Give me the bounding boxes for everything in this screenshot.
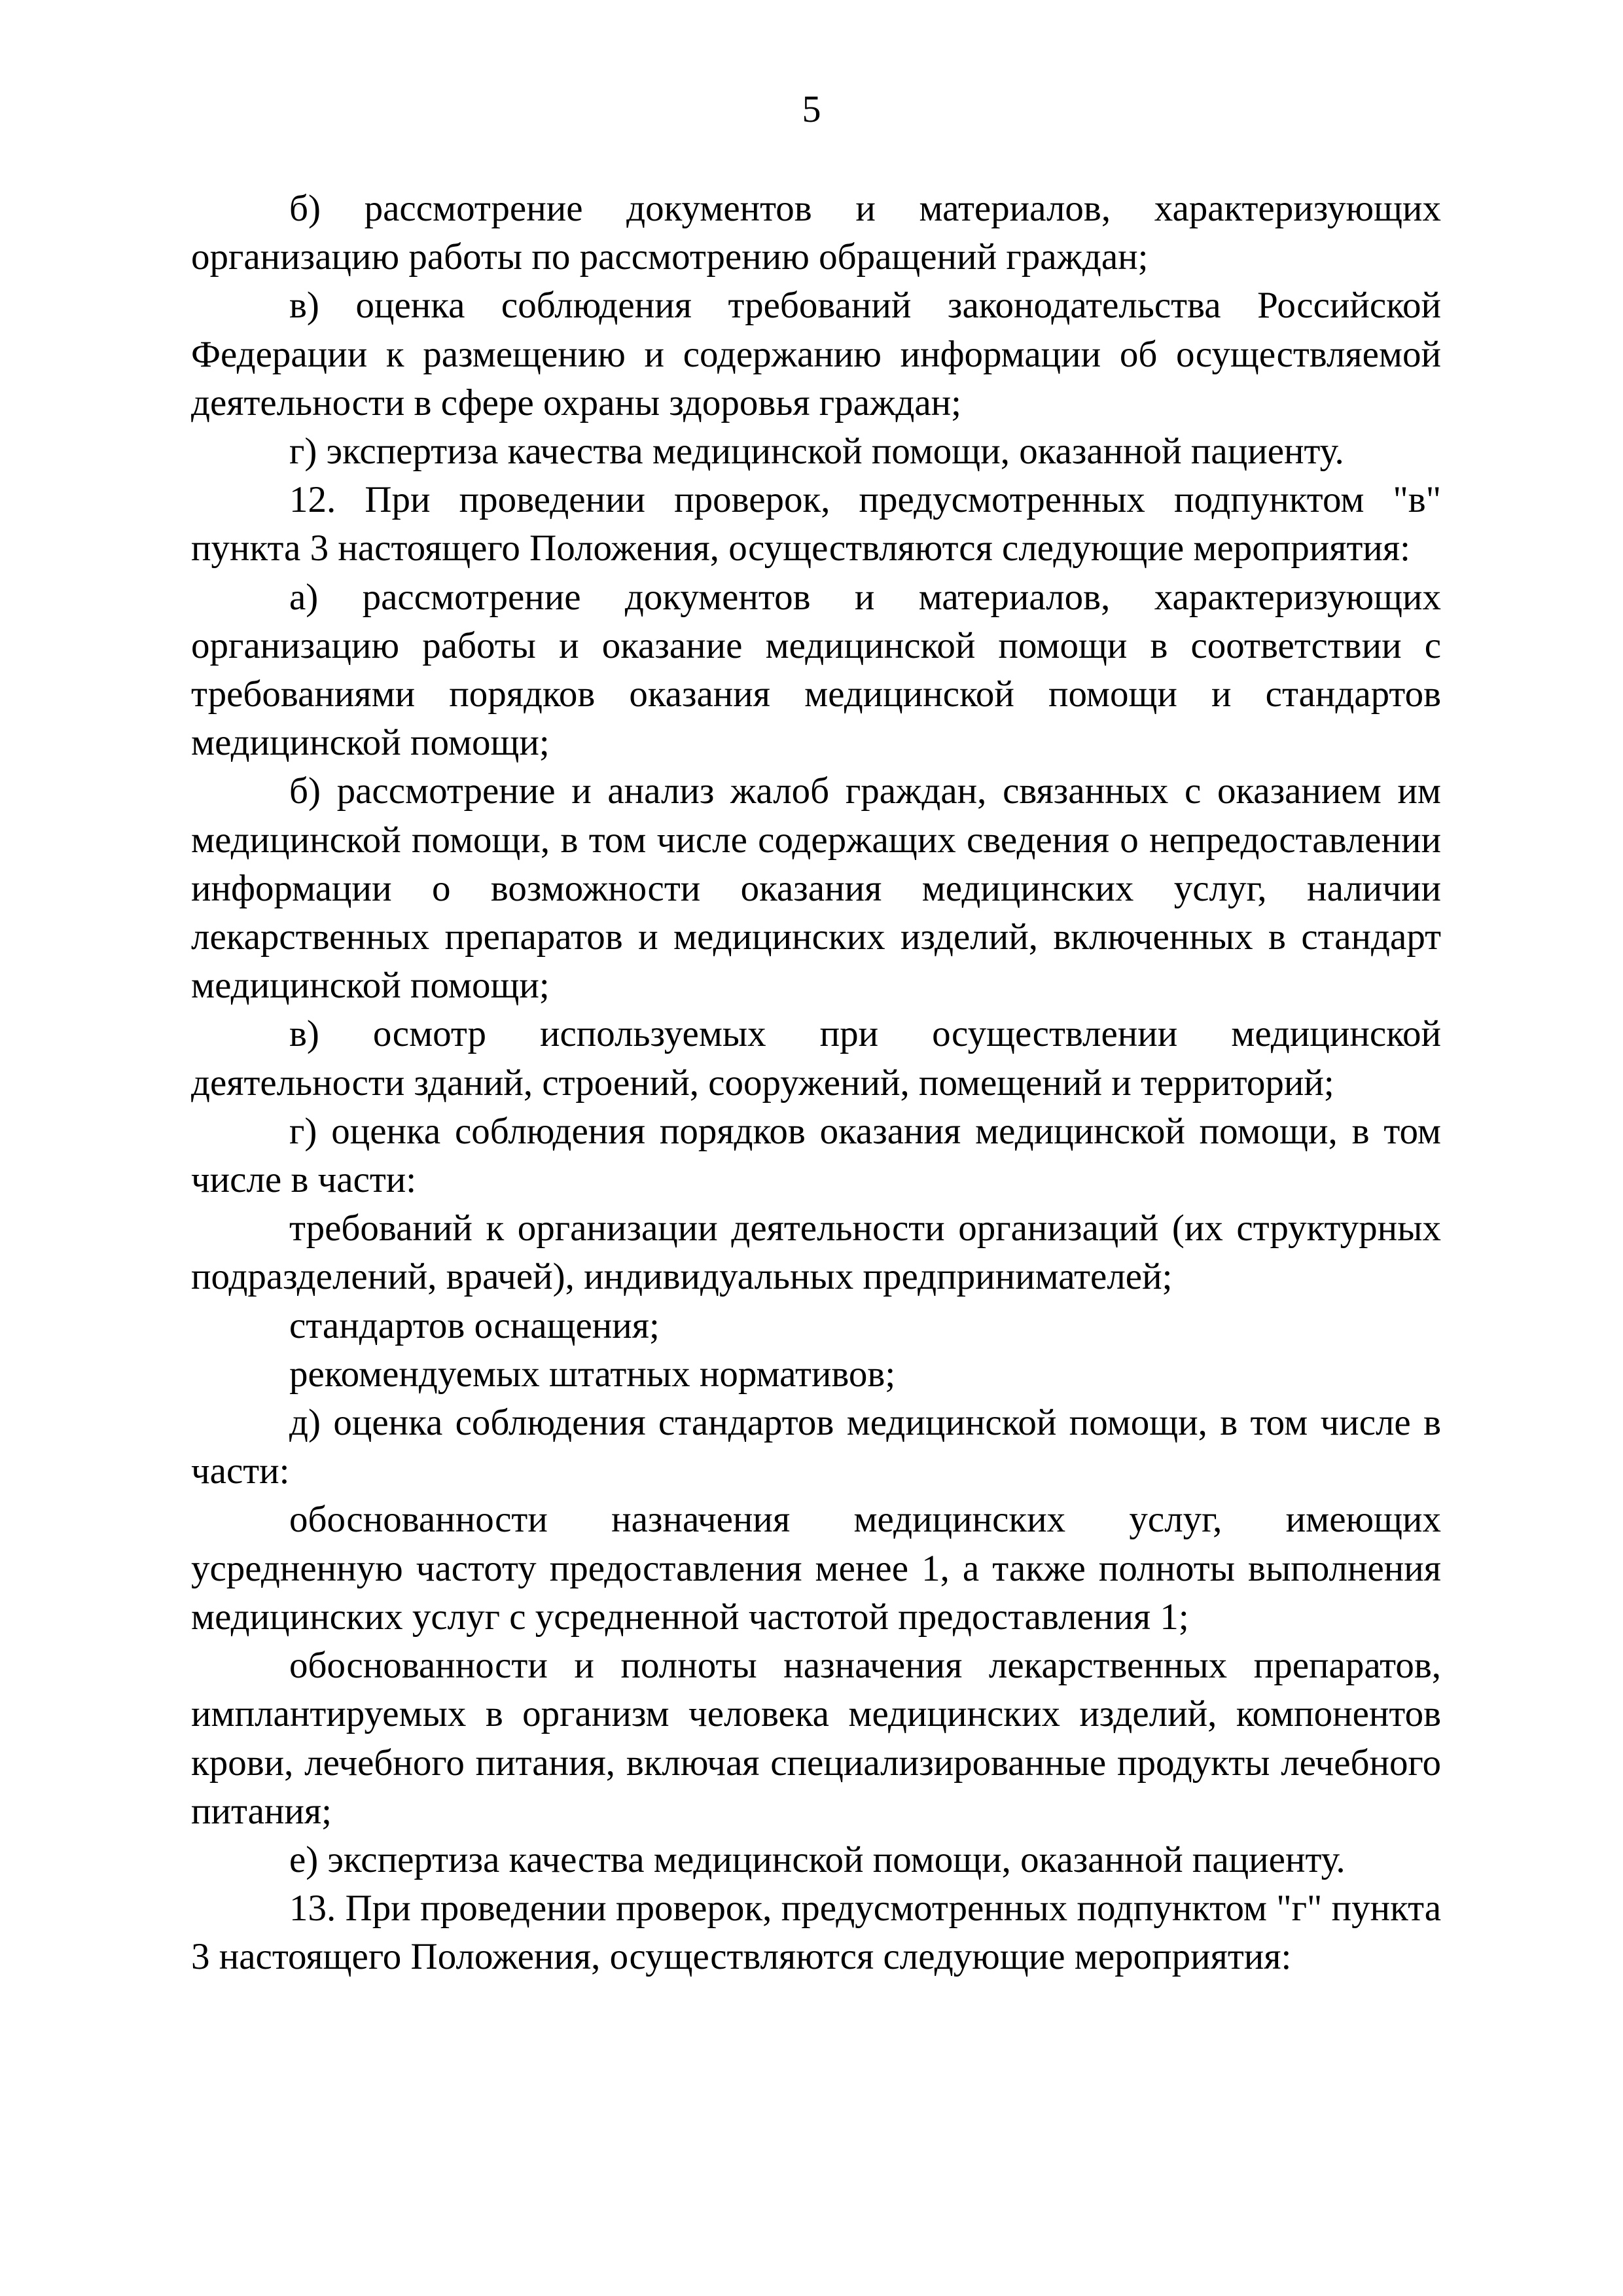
paragraph-12v: в) осмотр используемых при осуществлении медицинской деятельности зданий, строений, сооружений, помещений и территорий; xyxy=(191,1013,1441,1103)
page-number: 5 xyxy=(802,88,821,130)
document-body xyxy=(191,185,1441,1982)
paragraph-12d-item-2: обоснованности и полноты назначения лекарственных препаратов, имплантируемых в организм человека медицинских изделий, компонентов крови, лечебного питания, включая специализированные продукты лечебного питания; xyxy=(191,1645,1441,1832)
paragraph-12g-item-3: рекомендуемых штатных нормативов; xyxy=(289,1353,896,1395)
paragraph-12d: д) оценка соблюдения стандартов медицинской помощи, в том числе в части: xyxy=(191,1402,1441,1492)
paragraph-11g: г) экспертиза качества медицинской помощи, оказанной пациенту. xyxy=(289,431,1344,473)
paragraph-13: 13. При проведении проверок, предусмотренных подпунктом "г" пункта 3 настоящего Положения, осуществляются следующие мероприятия: xyxy=(191,1888,1441,1978)
paragraph-12g-item-1: требований к организации деятельности организаций (их структурных подразделений, врачей), индивидуальных предпринимателей; xyxy=(191,1208,1441,1298)
paragraph-12e: е) экспертиза качества медицинской помощи, оказанной пациенту. xyxy=(289,1839,1346,1880)
paragraph-12: 12. При проведении проверок, предусмотренных подпунктом "в" пункта 3 настоящего Положения, осуществляются следующие мероприятия: xyxy=(191,479,1441,569)
paragraph-11b: б) рассмотрение документов и материалов, характеризующих организацию работы по рассмотрению обращений граждан; xyxy=(191,188,1441,278)
paragraph-12g-item-2: стандартов оснащения; xyxy=(289,1304,660,1346)
paragraph-11v: в) оценка соблюдения требований законодательства Российской Федерации к размещению и содержанию информации об осуществляемой деятельности в сфере охраны здоровья граждан; xyxy=(191,285,1441,423)
paragraph-12g: г) оценка соблюдения порядков оказания медицинской помощи, в том числе в части: xyxy=(191,1110,1441,1201)
paragraph-12b: б) рассмотрение и анализ жалоб граждан, связанных с оказанием им медицинской помощи, в том числе содержащих сведения о непредоставлении информации о возможности оказания медицинских услуг, наличии лекарственных препаратов и медицинских изделий, включенных в стандарт медицинской помощи; xyxy=(191,770,1441,1007)
paragraph-12d-item-1: обоснованности назначения медицинских услуг, имеющих усредненную частоту предоставления менее 1, а также полноты выполнения медицинских услуг с усредненной частотой предоставления 1; xyxy=(191,1499,1441,1638)
paragraph-12a: а) рассмотрение документов и материалов, характеризующих организацию работы и оказание медицинской помощи в соответствии с требованиями порядков оказания медицинской помощи и стандартов медицинской помощи; xyxy=(191,576,1441,764)
